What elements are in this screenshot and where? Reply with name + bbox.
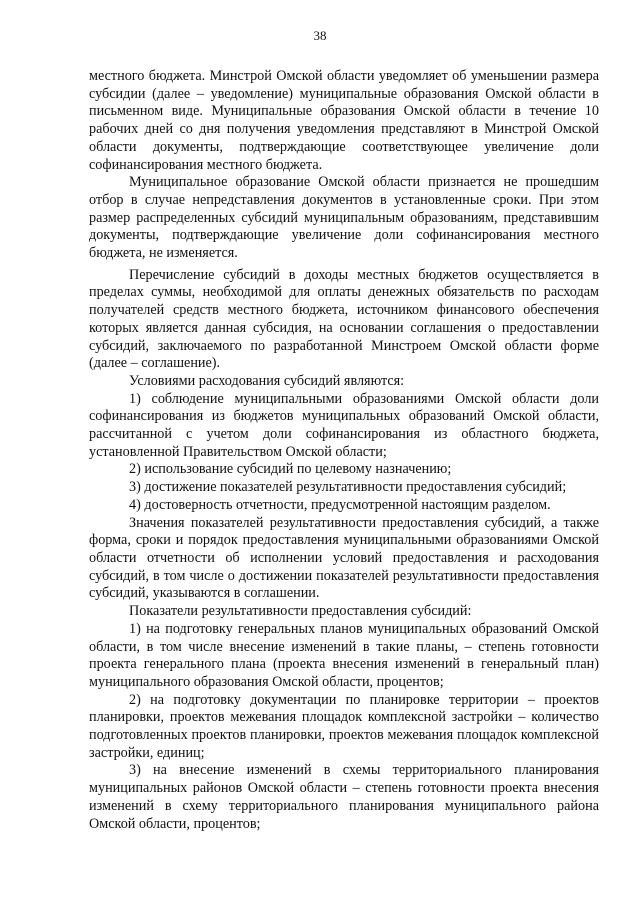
list-item: 4) достоверность отчетности, предусмотренной настоящим разделом. <box>129 496 551 513</box>
document-body <box>89 68 599 833</box>
paragraph: Показатели результативности предоставления субсидий: <box>129 603 472 620</box>
paragraph: Значения показателей результативности предоставления субсидий, а также форма, сроки и порядок предоставления муниципальными образованиями Омской области отчетности об исполнении условий предоставления и расходования субсидий, в том числе о достижении показателей результативности предоставления субсидий, указываются в соглашении. <box>89 514 599 602</box>
paragraph: Муниципальное образование Омской области признается не прошедшим отбор в случае непредставления документов в установленные сроки. При этом размер распределенных субсидий муниципальным образованиям, представившим документы, подтверждающие увеличение доли софинансирования местного бюджета, не изменяется. <box>89 174 599 262</box>
paragraph: местного бюджета. Минстрой Омской области уведомляет об уменьшении размера субсидии (далее – уведомление) муниципальные образования Омской области в письменном виде. Муниципальные образования Омской области в течение 10 рабочих дней со дня получения уведомления представляют в Минстрой Омской области документы, подтверждающие соответствующее увеличение доли софинансирования местного бюджета. <box>89 68 599 173</box>
list-item: 1) соблюдение муниципальными образованиями Омской области доли софинансирования из бюджетов муниципальных образований Омской области, рассчитанной с учетом доли софинансирования из областного бюджета, установленной Правительством Омской области; <box>89 390 599 460</box>
list-item: 3) на внесение изменений в схемы территориального планирования муниципальных районов Омской области – степень готовности проекта внесения изменений в схему территориального планирования муниципального района Омской области, процентов; <box>89 762 599 832</box>
page-number: 38 <box>313 28 327 43</box>
paragraph: Условиями расходования субсидий являются: <box>129 372 405 389</box>
paragraph: Перечисление субсидий в доходы местных бюджетов осуществляется в пределах суммы, необходимой для оплаты денежных обязательств по расходам получателей средств местного бюджета, источником финансового обеспечения которых является данная субсидия, на основании соглашения о предоставлении субсидий, заключаемого по разработанной Минстроем Омской области форме (далее – соглашение). <box>89 266 599 372</box>
list-item: 2) использование субсидий по целевому назначению; <box>129 461 452 478</box>
list-item: 3) достижение показателей результативности предоставления субсидий; <box>129 479 567 496</box>
list-item: 1) на подготовку генеральных планов муниципальных образований Омской области, в том числе внесение изменений в такие планы, – степень готовности проекта генерального плана (проекта внесения изменений в генеральный план) муниципального образования Омской области, процентов; <box>89 620 599 690</box>
list-item: 2) на подготовку документации по планировке территории – проектов планировки, проектов межевания площадок комплексной застройки – количество подготовленных проектов планировки, проектов межевания площадок комплексной застройки, единиц; <box>89 691 599 761</box>
